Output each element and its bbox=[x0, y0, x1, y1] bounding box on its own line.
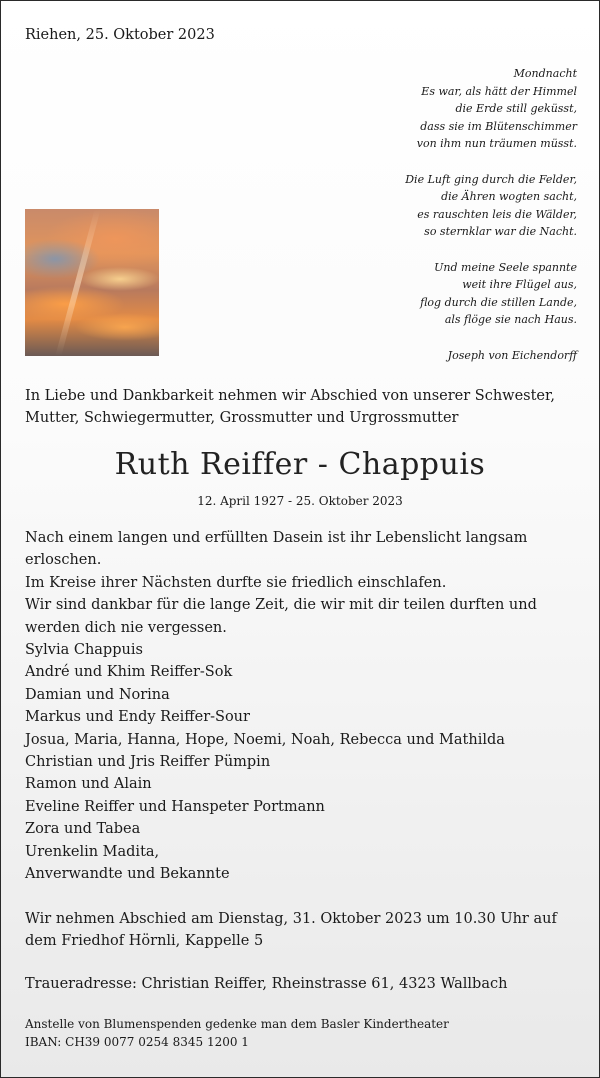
light-beam bbox=[55, 209, 100, 356]
mourner-entry: Urenkelin Madita, bbox=[25, 843, 160, 860]
mourner-entry: Sylvia Chappuis bbox=[25, 642, 143, 658]
mourner-entry: Zora und Tabea bbox=[25, 821, 141, 838]
poem-line: von ihm nun träumen müsst. bbox=[416, 137, 577, 151]
iban-line: IBAN: CH39 0077 0254 8345 1200 1 bbox=[25, 1035, 249, 1049]
deceased-name: Ruth Reiffer - Chappuis bbox=[114, 447, 486, 482]
poem-line: weit ihre Flügel aus, bbox=[462, 278, 577, 292]
poem-line: flog durch die stillen Lande, bbox=[420, 295, 577, 309]
poem-line: es rauschten leis die Wälder, bbox=[417, 207, 577, 221]
poem-line: Es war, als hätt der Himmel bbox=[421, 84, 577, 98]
mourning-address: Traueradresse: Christian Reiffer, Rheinstrasse 61, 4323 Wallbach bbox=[25, 976, 508, 992]
place-date: Riehen, 25. Oktober 2023 bbox=[25, 27, 215, 43]
mourner-entry: Eveline Reiffer und Hanspeter Portmann bbox=[25, 798, 325, 815]
paragraph-line: Im Kreise ihrer Nächsten durfte sie friedlich einschlafen. bbox=[25, 574, 447, 591]
paragraph-line: Wir sind dankbar für die lange Zeit, die wir mit dir teilen durften und werden dich nie vergessen. bbox=[25, 597, 537, 636]
sunset-photo bbox=[25, 209, 159, 356]
life-dates: 12. April 1927 - 25. Oktober 2023 bbox=[197, 494, 403, 508]
mourner-entry: Christian und Jris Reiffer Pümpin bbox=[25, 754, 271, 771]
farewell-details: Wir nehmen Abschied am Dienstag, 31. Oktober 2023 um 10.30 Uhr auf dem Friedhof Hörnli, Kappelle 5 bbox=[25, 911, 557, 950]
donation-note bbox=[25, 1015, 585, 1051]
donation-line: Anstelle von Blumenspenden gedenke man dem Basler Kindertheater bbox=[25, 1017, 449, 1031]
memorial-paragraph bbox=[25, 527, 587, 639]
mourner-entry: Damian und Norina bbox=[25, 686, 170, 703]
poem-line: Die Luft ging durch die Felder, bbox=[405, 172, 577, 186]
mourner-entry: Ramon und Alain bbox=[25, 776, 152, 793]
poem-stanza-1 bbox=[297, 83, 577, 153]
poem-title: Mondnacht bbox=[513, 67, 577, 80]
mourner-entry: Anverwandte und Bekannte bbox=[25, 866, 230, 883]
poem-line: die Erde still geküsst, bbox=[455, 102, 577, 116]
mourners-list bbox=[25, 639, 585, 885]
poem-line: als flöge sie nach Haus. bbox=[444, 313, 577, 327]
poem-line: dass sie im Blütenschimmer bbox=[420, 119, 577, 133]
mourner-entry: Markus und Endy Reiffer-Sour bbox=[25, 709, 250, 726]
mourner-entry: André und Khim Reiffer-Sok bbox=[25, 664, 233, 681]
intro-text: In Liebe und Dankbarkeit nehmen wir Abschied von unserer Schwester, Mutter, Schwiegermutter, Grossmutter und Urgrossmutter bbox=[25, 388, 555, 426]
poem-line: so sternklar war die Nacht. bbox=[424, 225, 577, 239]
mourner-entry: Josua, Maria, Hanna, Hope, Noemi, Noah, Rebecca und Mathilda bbox=[25, 731, 505, 748]
poem bbox=[297, 65, 577, 364]
paragraph-line: Nach einem langen und erfüllten Dasein ist ihr Lebenslicht langsam erloschen. bbox=[25, 530, 528, 569]
poem-line: Und meine Seele spannte bbox=[434, 260, 577, 274]
poem-stanza-2 bbox=[297, 171, 577, 241]
poem-author: Joseph von Eichendorff bbox=[447, 348, 577, 362]
poem-stanza-3 bbox=[297, 259, 577, 329]
poem-line: die Ähren wogten sacht, bbox=[441, 190, 577, 204]
